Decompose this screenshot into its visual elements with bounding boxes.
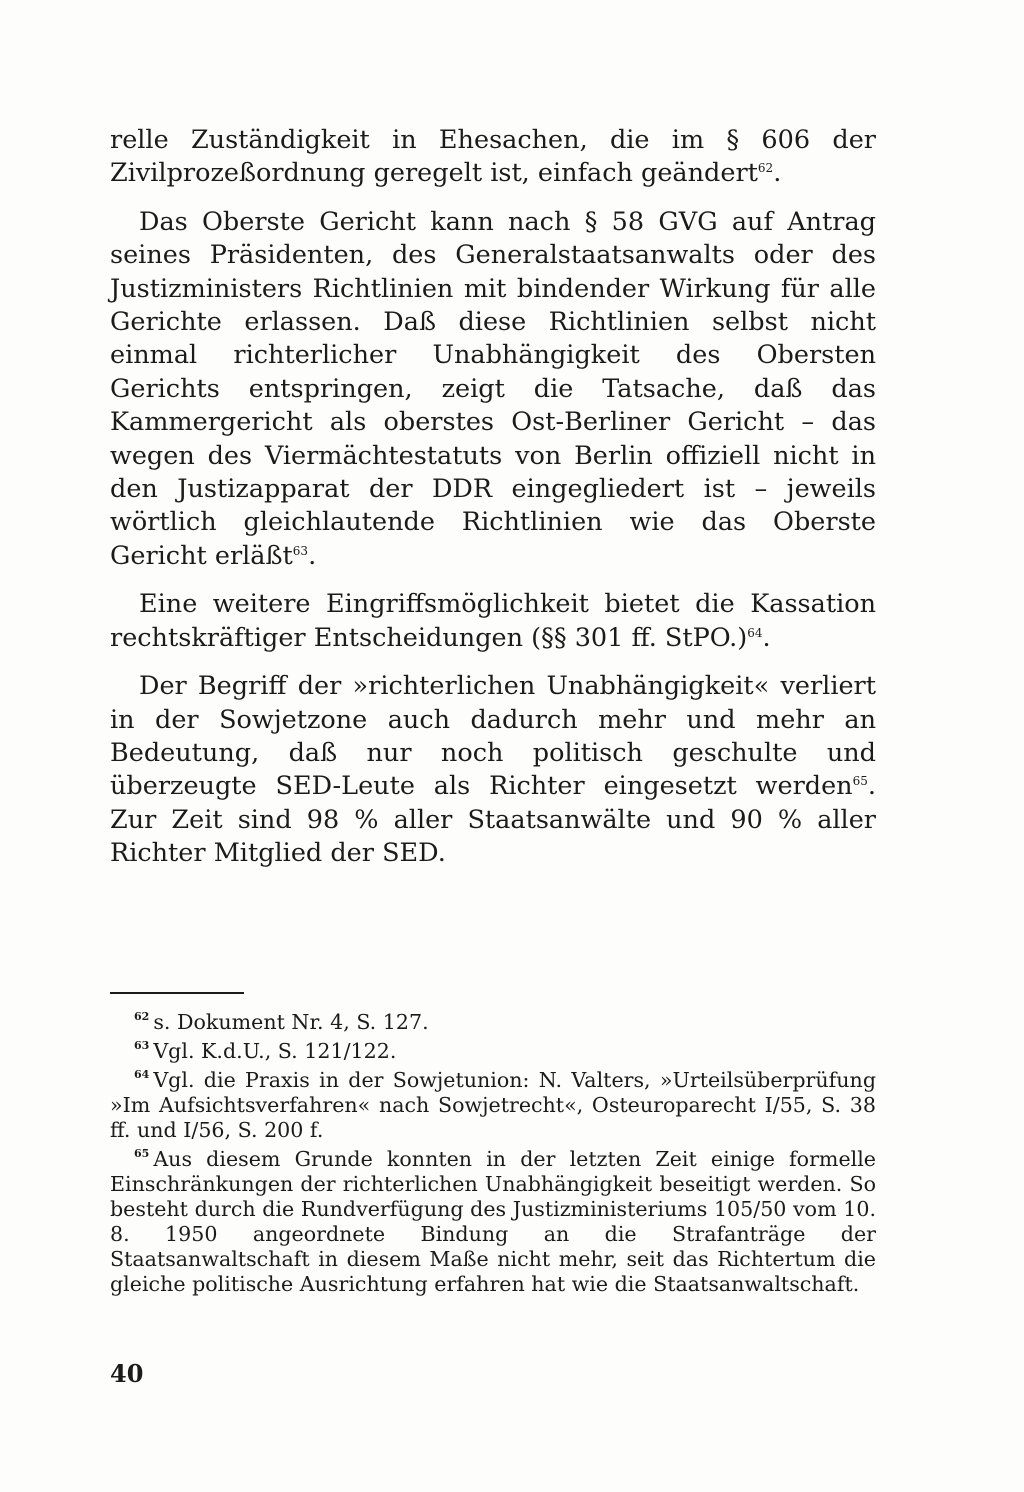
paragraph-tail: . Zur Zeit sind 98 % aller Staatsanwälte und 90 % aller Richter Mitglied der SED.	[110, 771, 876, 869]
footnote-ref-63[interactable]: 63	[292, 543, 309, 558]
paragraph-text: Der Begriff der »richterlichen Unabhängigkeit« verliert in der Sowjetzone auch dadurch mehr und mehr an Bedeutung, daß nur noch politisch geschulte und überzeugte SED-Leute als Richter eingesetzt werden	[110, 671, 876, 802]
footnote-number: 62	[134, 1010, 150, 1024]
footnote-text: Vgl. K.d.U., S. 121/122.	[153, 1039, 397, 1063]
paragraph-4	[110, 670, 876, 870]
paragraph-tail: .	[762, 622, 771, 653]
footnote-64	[110, 1068, 876, 1143]
paragraph-tail: .	[308, 540, 317, 571]
footnote-divider	[110, 992, 244, 994]
footnote-text: s. Dokument Nr. 4, S. 127.	[153, 1010, 429, 1034]
page-number: 40	[110, 1359, 144, 1388]
footnote-62	[110, 1010, 876, 1035]
footnote-63	[110, 1039, 876, 1064]
footnote-65	[110, 1147, 876, 1297]
footnote-ref-62[interactable]: 62	[757, 161, 774, 176]
paragraph-3	[110, 588, 876, 655]
paragraph-text: Eine weitere Eingriffsmöglichkeit bietet die Kassation rechtskräftiger Entscheidungen (§§ 301 ff. StPO.)	[110, 589, 876, 653]
footnote-ref-65[interactable]: 65	[852, 774, 868, 789]
footnote-ref-64[interactable]: 64	[747, 625, 763, 640]
footnote-number: 63	[134, 1039, 150, 1053]
footnote-text: Vgl. die Praxis in der Sowjetunion: N. Valters, »Urteilsüberprüfung »Im Aufsichtsverfahren« nach Sowjetrecht«, Osteuroparecht I/55, S. 38 ff. und I/56, S. 200 f.	[110, 1068, 876, 1142]
paragraph-tail: .	[773, 158, 782, 189]
main-text	[110, 124, 876, 871]
paragraph-text: Das Oberste Gericht kann nach § 58 GVG auf Antrag seines Präsidenten, des Generalstaatsanwalts oder des Justizministers Richtlinien mit bindender Wirkung für alle Gerichte erlassen. Daß diese Richtlinien selbst nicht einmal richterlicher Unabhängigkeit des Obersten Gerichts entspringen, zeigt die Tatsache, daß das Kammergericht als oberstes Ost-Berliner Gericht – das wegen des Viermächtestatuts von Berlin offiziell nicht in den Justizapparat der DDR eingegliedert ist – jeweils wörtlich gleichlautende Richtlinien wie das Oberste Gericht erläßt	[110, 206, 876, 571]
footnote-number: 65	[134, 1147, 150, 1161]
footnote-number: 64	[134, 1068, 150, 1082]
paragraph-text: relle Zuständigkeit in Ehesachen, die im § 606 der Zivilprozeßordnung geregelt ist, einfach geändert	[110, 125, 876, 189]
footnotes	[110, 1010, 876, 1301]
footnote-text: Aus diesem Grunde konnten in der letzten Zeit einige formelle Einschränkungen der richterlichen Unabhängigkeit beseitigt werden. So besteht durch die Rundverfügung des Justizministeriums 105/50 vom 10. 8. 1950 angeordnete Bindung an die Strafanträge der Staatsanwaltschaft in diesem Maße nicht mehr, seit das Richtertum die gleiche politische Ausrichtung erfahren hat wie die Staatsanwaltschaft.	[110, 1147, 876, 1296]
paragraph-1	[110, 124, 876, 191]
paragraph-2	[110, 206, 876, 573]
